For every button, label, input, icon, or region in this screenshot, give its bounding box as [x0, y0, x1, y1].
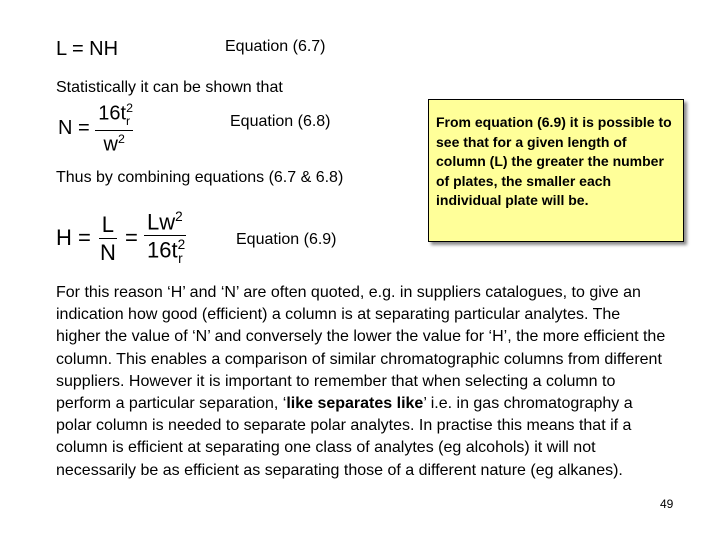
- equation-6-7-label: Equation (6.7): [225, 38, 326, 55]
- body-paragraph: [56, 282, 666, 482]
- equation-6-7-formula: L = NH: [56, 38, 119, 60]
- paragraph-text-1: For this reason ‘H’ and ‘N’ are often quoted, e.g. in suppliers catalogues, to give an indication how good (efficient) a column is at separating particular analytes. The higher the value of ‘N’ and conversely the lower the value for ‘H’, the more efficient the column. This enables a comparison of similar chromatographic columns from different suppliers. However it is important to remember that when selecting a column to perform a particular separation, ‘: [56, 284, 666, 413]
- note-box: From equation (6.9) it is possible to see that for a given length of column (L) the greater the number of plates, the smaller each individual plate will be.: [428, 99, 684, 242]
- paragraph-text-2: ’ i.e. in gas chromatography a polar column is needed to separate polar analytes. In practise this means that if a column is efficient at separating one class of analytes (eg alcohols) it will not necessarily be as efficient as separating those of a different nature (eg alkanes).: [56, 395, 633, 479]
- equation-6-8-formula: N = $\frac{16t^2_r}{w^2}$: [58, 101, 133, 156]
- statistically-text: Statistically it can be shown that: [56, 79, 283, 96]
- paragraph-bold-phrase: like separates like: [286, 395, 424, 413]
- equation-6-9-formula: H = $\frac{L}{N}$ = $\frac{Lw^2}{16t^2_r}$: [56, 209, 186, 267]
- combining-text: Thus by combining equations (6.7 & 6.8): [56, 169, 344, 186]
- page-number: 49: [660, 497, 674, 511]
- equation-6-9-label: Equation (6.9): [236, 231, 337, 248]
- equation-6-8-label: Equation (6.8): [230, 113, 331, 130]
